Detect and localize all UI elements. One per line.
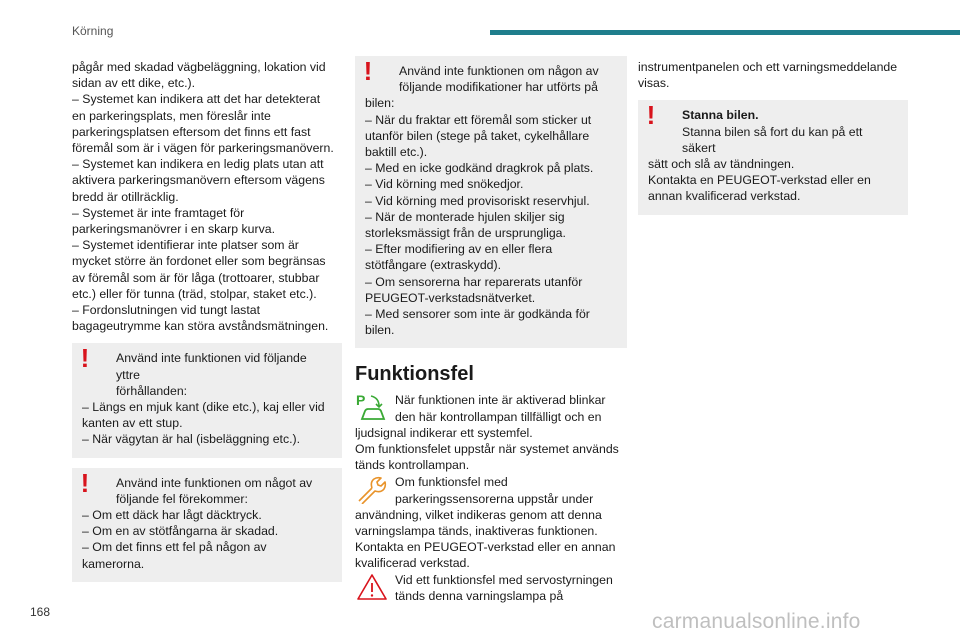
- text-line: – Om det finns ett fel på någon av: [82, 540, 267, 555]
- text-line: annan kvalificerad verkstad.: [648, 189, 801, 204]
- warning-heading: Stanna bilen så fort du kan på ett säkert: [682, 124, 863, 155]
- warning-box-external-conditions: [72, 343, 342, 457]
- text-line: Om funktionsfelet uppstår när systemet används: [355, 442, 619, 457]
- text-line: – När de monterade hjulen skiljer sig: [365, 209, 565, 224]
- text-line: visas.: [638, 76, 670, 91]
- warning-heading: Stanna bilen.: [682, 108, 759, 123]
- text-line: – Systemet kan indikera att det har detekterat: [72, 92, 321, 107]
- text-line: – Längs en mjuk kant (dike etc.), kaj eller vid: [82, 400, 325, 415]
- text-line: en parkeringsplats, men föreslår inte: [72, 108, 271, 123]
- text-line: pågår med skadad vägbeläggning, lokation vid: [72, 60, 326, 74]
- intro-text: [72, 59, 342, 334]
- text-line: – Vid körning med provisoriskt reservhjul.: [365, 193, 590, 208]
- column-left: [72, 59, 342, 582]
- text-line: etc.) eller för tunna (träd, stolpar, staket etc.).: [72, 286, 317, 301]
- text-line: kanten av ett stup.: [82, 416, 183, 431]
- text-line: bagageutrymme kan störa avståndsmätningen.: [72, 319, 329, 334]
- page-header-title: Körning: [72, 24, 114, 38]
- text-line: tänds denna varningslampa på: [395, 588, 564, 603]
- warning-heading: följande modifikationer har utförts på: [399, 80, 598, 95]
- text-line: PEUGEOT-verkstadsnätverket.: [365, 290, 536, 305]
- exclamation-icon: !: [363, 56, 373, 86]
- text-line: – Efter modifiering av en eller flera: [365, 242, 553, 257]
- text-line: ljudsignal indikerar ett systemfel.: [355, 425, 533, 440]
- text-line: – Om en av stötfångarna är skadad.: [82, 524, 279, 539]
- text-line: kamerorna.: [82, 556, 145, 571]
- page-number: 168: [30, 605, 51, 619]
- text-line: Vid ett funktionsfel med servostyrningen: [395, 572, 613, 587]
- exclamation-icon: !: [80, 343, 90, 374]
- fault-parking-indicator: [355, 392, 627, 473]
- text-line: – Om sensorerna har reparerats utanför: [365, 274, 583, 289]
- text-line: – När du fraktar ett föremål som sticker ut: [365, 112, 592, 127]
- text-line: bredd är otillräcklig.: [72, 189, 179, 204]
- text-line: bilen.: [365, 323, 395, 338]
- header-accent-bar: [490, 30, 960, 35]
- text-line: – När vägytan är hal (isbeläggning etc.).: [82, 432, 301, 447]
- exclamation-icon: !: [646, 100, 656, 131]
- fault-parking-sensors: [355, 474, 627, 571]
- text-line: kvalificerad verkstad.: [355, 556, 470, 571]
- text-line: storleksmässigt från de ursprungliga.: [365, 226, 566, 241]
- text-line: varningslampa tänds, inaktiveras funktionen.: [355, 524, 598, 539]
- warning-box-modifications: [355, 56, 627, 348]
- warning-box-stop-car: [638, 100, 908, 214]
- text-line: – Systemet identifierar inte platser som är: [72, 238, 299, 253]
- text-line: Om funktionsfel med: [395, 475, 508, 490]
- text-line: parkeringsmanövrer i en skarp kurva.: [72, 222, 275, 237]
- wrench-icon: [355, 474, 389, 508]
- warning-box-faults: [72, 468, 342, 582]
- text-line: stötfångare (extraskydd).: [365, 258, 502, 273]
- warning-triangle-icon: [355, 572, 389, 606]
- text-line: sätt och slå av tändningen.: [648, 157, 795, 172]
- fault-power-steering: [355, 572, 627, 604]
- text-line: – Systemet kan indikera en ledig plats utan att: [72, 157, 324, 172]
- text-line: baktill etc.).: [365, 145, 428, 160]
- text-line: parkeringssensorerna uppstår under: [395, 491, 594, 506]
- text-line: – Fordonslutningen vid tungt lastat: [72, 303, 260, 318]
- text-line: – Med sensorer som inte är godkända för: [365, 307, 590, 322]
- text-line: tänds kontrollampan.: [355, 458, 470, 473]
- text-line: användning, vilket indikeras genom att denna: [355, 507, 602, 522]
- column-middle: [355, 56, 627, 604]
- text-line: När funktionen inte är aktiverad blinkar: [395, 393, 606, 408]
- text-line: – Om ett däck har lågt däcktryck.: [82, 508, 262, 523]
- svg-text:P: P: [356, 392, 366, 409]
- text-line: Kontakta en PEUGEOT-verkstad eller en annan: [355, 540, 616, 555]
- warning-heading: Använd inte funktionen om något av: [116, 475, 313, 490]
- warning-heading: Använd inte funktionen om någon av: [399, 64, 599, 78]
- text-line: utanför bilen (stege på taket, cykelhållare: [365, 128, 590, 143]
- parking-assist-icon: [355, 392, 389, 426]
- warning-heading: Använd inte funktionen vid följande yttre: [116, 351, 307, 382]
- text-line: föremål som är i vägen för parkeringsmanövern.: [72, 141, 334, 156]
- text-line: – Med en icke godkänd dragkrok på plats.: [365, 161, 594, 176]
- watermark: carmanualsonline.info: [652, 610, 861, 633]
- text-line: mycket större än fordonet eller som begränsas: [72, 254, 326, 269]
- section-title: Funktionsfel: [355, 363, 474, 386]
- warning-heading: förhållanden:: [116, 383, 188, 398]
- text-line: aktivera parkeringsmanövern eftersom vägens: [72, 173, 325, 188]
- text-line: bilen:: [365, 96, 395, 111]
- text-line: – Vid körning med snökedjor.: [365, 177, 524, 192]
- text-line: sidan av ett dike, etc.).: [72, 76, 196, 91]
- column-right: [638, 59, 908, 215]
- text-line: Kontakta en PEUGEOT-verkstad eller en: [648, 173, 871, 188]
- text-line: – Systemet är inte framtaget för: [72, 205, 245, 220]
- text-line: av föremål som är för låga (trottoarer, stubbar: [72, 270, 320, 285]
- exclamation-icon: !: [80, 467, 90, 498]
- warning-heading: följande fel förekommer:: [116, 491, 248, 506]
- text-line: parkeringsplatsen eftersom det finns ett fast: [72, 124, 311, 139]
- text-line: instrumentpanelen och ett varningsmeddelande: [638, 60, 898, 74]
- text-line: den här kontrollampan tillfälligt och en: [395, 409, 602, 424]
